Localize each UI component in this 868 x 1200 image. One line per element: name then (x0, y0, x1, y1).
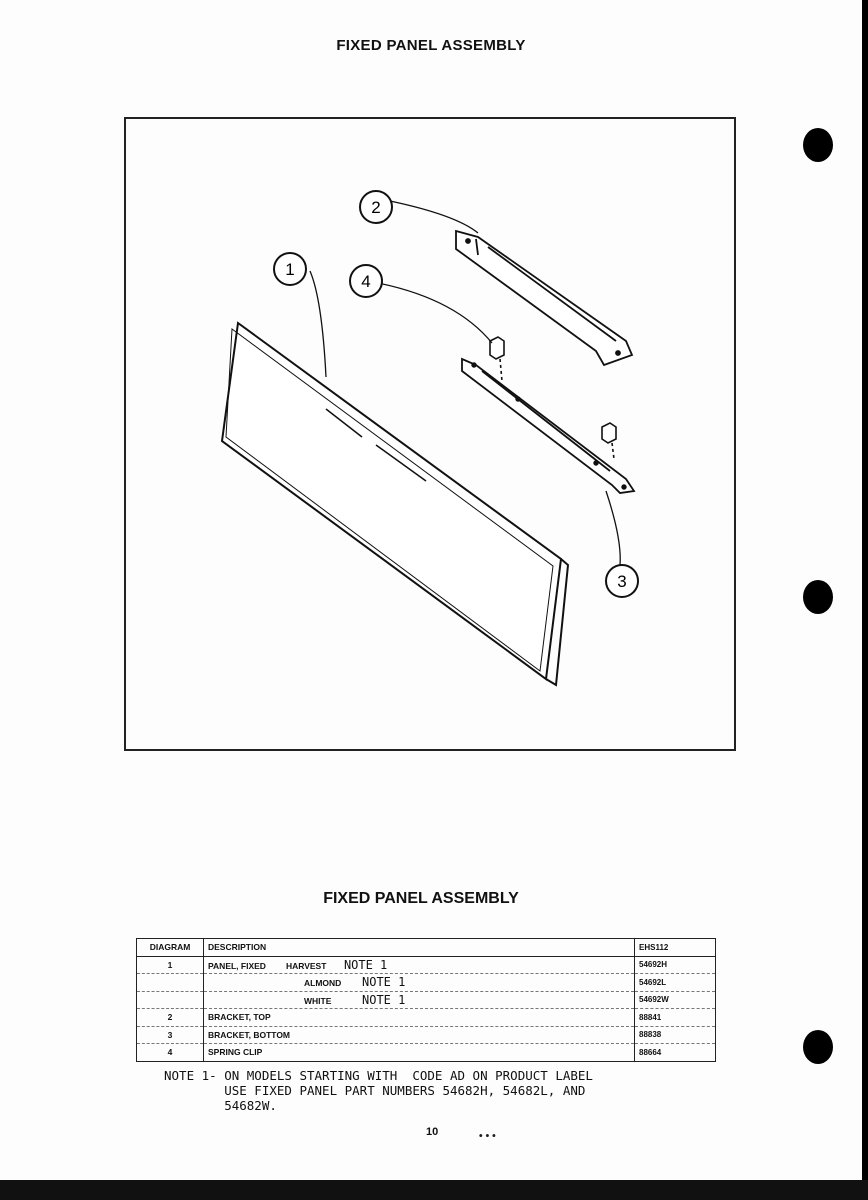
row-diagram (137, 991, 204, 1009)
row-diagram: 1 (137, 956, 204, 974)
page-stamp: ... (478, 1122, 498, 1141)
callout-4-label: 4 (361, 272, 371, 291)
row-part: 54692L (635, 974, 716, 992)
callout-2 (360, 191, 392, 223)
callout-3-label: 3 (617, 572, 627, 591)
description-text: PANEL, FIXED (208, 960, 266, 971)
top-bracket-drawing (456, 231, 632, 365)
row-part: 54692H (635, 956, 716, 974)
table-row (137, 956, 716, 974)
row-diagram: 2 (137, 1009, 204, 1027)
footnote (164, 1068, 593, 1113)
color-text: WHITE (304, 995, 332, 1006)
fixed-panel-drawing (222, 323, 568, 685)
table-row (137, 974, 716, 992)
table-header-row (137, 939, 716, 957)
row-diagram: 3 (137, 1026, 204, 1044)
row-diagram: 4 (137, 1044, 204, 1062)
parts-table (136, 938, 716, 1062)
row-description: BRACKET, TOP (204, 1009, 635, 1027)
table-row (137, 1044, 716, 1062)
row-diagram (137, 974, 204, 992)
page-title: FIXED PANEL ASSEMBLY (336, 37, 526, 54)
note-tag: NOTE 1 (362, 992, 406, 1007)
row-part: 88841 (635, 1009, 716, 1027)
table-row (137, 991, 716, 1009)
header-diagram: DIAGRAM (137, 939, 204, 957)
callout-4 (350, 265, 382, 297)
binder-hole-middle (803, 580, 833, 614)
page-number: 10 (426, 1126, 439, 1138)
color-text: ALMOND (304, 978, 342, 989)
note-tag: NOTE 1 (362, 975, 406, 990)
table-title: FIXED PANEL ASSEMBLY (323, 890, 519, 907)
footnote-line-1: NOTE 1- ON MODELS STARTING WITH CODE AD ON PRODUCT LABEL (164, 1068, 593, 1083)
color-text: HARVEST (285, 960, 327, 971)
row-description (204, 956, 635, 974)
scan-edge-right (862, 0, 868, 1200)
row-description (204, 991, 635, 1009)
row-description: BRACKET, BOTTOM (204, 1026, 635, 1044)
note-tag: NOTE 1 (343, 957, 388, 972)
row-description: SPRING CLIP (204, 1044, 635, 1062)
row-part: 54692W (635, 991, 716, 1009)
callout-1-label: 1 (285, 260, 295, 279)
callout-2-label: 2 (371, 198, 381, 217)
footnote-line-2: USE FIXED PANEL PART NUMBERS 54682H, 54682L, AND (164, 1083, 586, 1098)
binder-hole-bottom (803, 1030, 833, 1064)
row-part: 88664 (635, 1044, 716, 1062)
binder-hole-top (803, 128, 833, 162)
callout-3 (606, 565, 638, 597)
scan-edge-bottom (0, 1180, 868, 1200)
header-model: EHS112 (635, 939, 716, 957)
footnote-line-3: 54682W. (164, 1098, 277, 1113)
exploded-diagram (126, 119, 734, 749)
row-part: 88838 (635, 1026, 716, 1044)
table-row (137, 1009, 716, 1027)
row-description (204, 974, 635, 992)
callout-1 (274, 253, 306, 285)
header-description: DESCRIPTION (204, 939, 635, 957)
diagram-frame (124, 117, 736, 751)
table-row (137, 1026, 716, 1044)
